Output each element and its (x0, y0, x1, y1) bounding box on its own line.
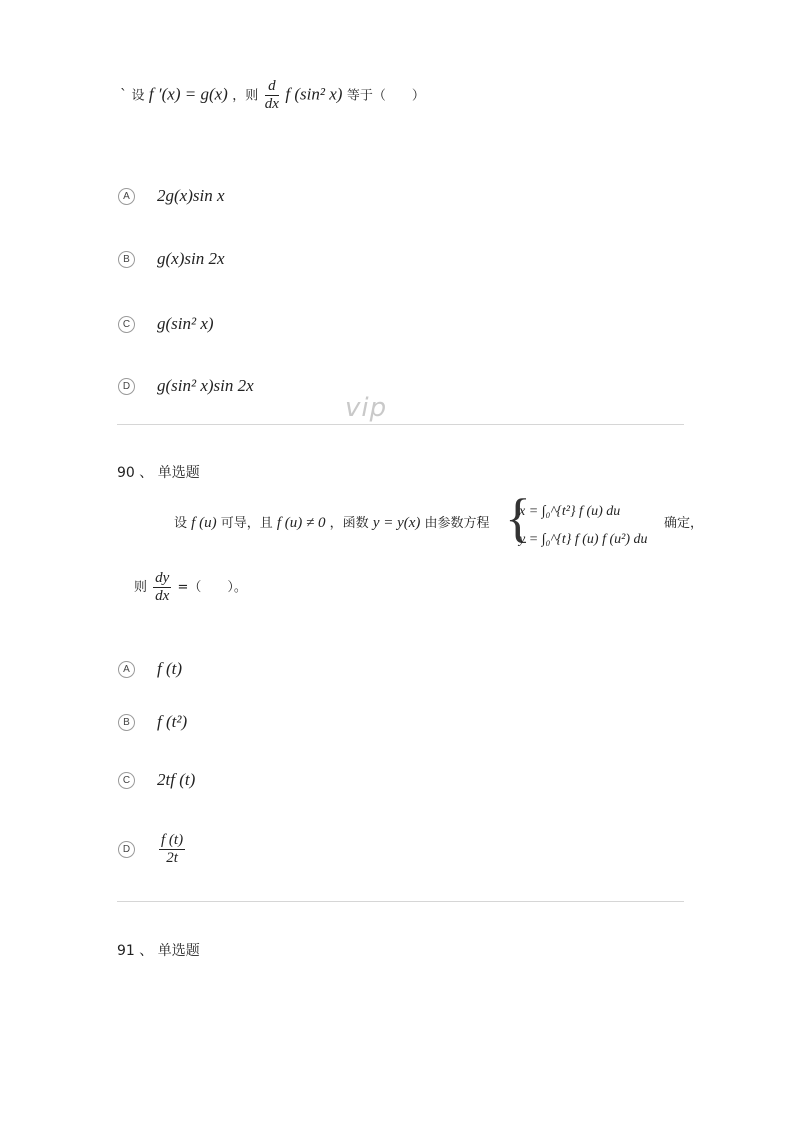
option-d[interactable] (118, 832, 187, 867)
stem-tick: ` (120, 87, 127, 104)
question-91-header: 91 、 单选题 (117, 943, 200, 959)
stem-text: ，函数 (329, 516, 369, 531)
stem-text: 确定， (664, 516, 704, 531)
option-b[interactable] (118, 249, 225, 269)
option-value: g(x)sin 2x (157, 249, 225, 268)
fraction-numerator: dy (155, 570, 170, 586)
option-c[interactable] (118, 314, 214, 334)
parametric-equations (519, 498, 647, 554)
stem-suffix: 等于（ ） (346, 88, 425, 104)
derivative-fraction (265, 78, 279, 113)
option-a[interactable] (118, 186, 225, 206)
option-value: g(sin² x) (157, 314, 214, 333)
stem-function-y: y = y(x) (372, 515, 421, 531)
fraction-numerator: d (265, 78, 279, 96)
option-value: f (t) (157, 659, 183, 678)
option-value: 2g(x)sin x (157, 186, 225, 205)
divider (117, 901, 684, 902)
stem-fx-equation: f ′(x) = g(x) (148, 84, 228, 104)
question-90-stem (174, 488, 704, 558)
fraction-numerator: f (t) (161, 832, 184, 848)
option-c[interactable] (118, 770, 195, 790)
option-letter-badge: A (118, 188, 135, 205)
stem-text: 设 (174, 516, 188, 531)
option-letter-badge: D (118, 378, 135, 395)
system-brace: { (505, 488, 531, 548)
ask-prefix: 则 (134, 580, 148, 595)
question-90-header: 90 、 单选题 (117, 465, 200, 481)
ask-suffix: =（ ）。 (177, 580, 247, 595)
option-letter-badge: B (118, 251, 135, 268)
fraction-denominator: 2t (166, 850, 178, 866)
divider (117, 424, 684, 425)
stem-prefix: 设 (131, 88, 145, 104)
dy-dx-fraction (153, 570, 171, 605)
stem-fu: f (u) (191, 515, 217, 531)
fraction-denominator: dx (264, 96, 279, 112)
question-90-ask (134, 570, 247, 605)
stem-text: 由参数方程 (424, 516, 490, 531)
option-b[interactable] (118, 712, 187, 732)
option-letter-badge: D (118, 841, 135, 858)
option-value: f (t²) (157, 712, 188, 731)
stem-then: ，则 (232, 88, 259, 104)
equation-x: x = ∫₀^{t²} f (u) du (519, 504, 621, 519)
stem-target-expression: f (sin² x) (285, 84, 343, 104)
option-letter-badge: C (118, 316, 135, 333)
fraction-denominator: dx (155, 588, 170, 604)
watermark: vip (345, 393, 388, 423)
stem-text: 可导，且 (220, 516, 273, 531)
option-d[interactable] (118, 376, 254, 396)
option-letter-badge: C (118, 772, 135, 789)
option-value: g(sin² x)sin 2x (157, 376, 254, 395)
stem-condition: f (u) ≠ 0 (276, 515, 326, 531)
question-89-stem (120, 78, 425, 113)
option-letter-badge: A (118, 661, 135, 678)
option-value: 2tf (t) (157, 770, 196, 789)
option-fraction (159, 832, 185, 867)
equation-y: y = ∫₀^{t} f (u) f (u²) du (519, 532, 648, 547)
option-a[interactable] (118, 659, 182, 679)
option-letter-badge: B (118, 714, 135, 731)
